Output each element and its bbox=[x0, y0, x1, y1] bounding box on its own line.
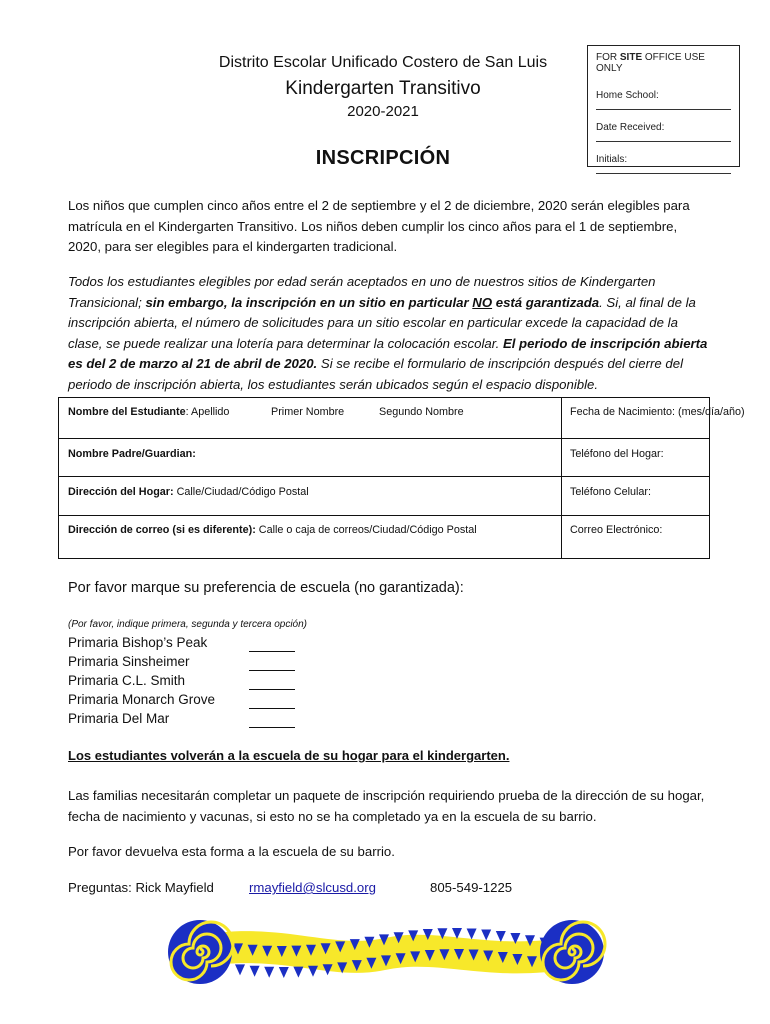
district-name: Distrito Escolar Unificado Costero de San Luis bbox=[218, 54, 548, 71]
triangle-mark bbox=[467, 928, 477, 939]
return-form-instruction: Por favor devuelva esta forma a la escuela de su barrio. bbox=[68, 844, 395, 859]
home-phone-field[interactable]: Teléfono del Hogar: bbox=[570, 448, 664, 460]
mailing-address-field[interactable]: Dirección de correo (si es diferente): Calle o caja de correos/Ciudad/Código Postal bbox=[68, 524, 477, 536]
registration-form-table bbox=[58, 397, 745, 559]
school-option-monarch-grove: Primaria Monarch Grove bbox=[68, 692, 216, 707]
rank-blank-del-mar[interactable] bbox=[249, 727, 295, 728]
school-option-bishops-peak: Primaria Bishop’s Peak bbox=[68, 635, 208, 650]
date-received-field[interactable] bbox=[596, 135, 731, 142]
home-school-return-note: Los estudiantes volverán a la escuela de su hogar para el kindergarten. bbox=[68, 748, 510, 763]
triangle-mark bbox=[308, 966, 318, 977]
student-middle-name-field[interactable]: Segundo Nombre bbox=[379, 406, 464, 418]
office-use-title: FOR SITE OFFICE USE ONLY bbox=[596, 52, 705, 74]
rank-blank-bishops-peak[interactable] bbox=[249, 651, 295, 652]
triangle-mark bbox=[293, 967, 303, 978]
school-option-cl-smith: Primaria C.L. Smith bbox=[68, 673, 186, 688]
decorative-spiral-banner bbox=[160, 910, 610, 1000]
page-title: INSCRIPCIÓN bbox=[315, 147, 451, 169]
school-year: 2020-2021 bbox=[347, 103, 419, 120]
contact-email-link[interactable]: rmayfield@slcusd.org bbox=[249, 880, 376, 895]
right-spiral-icon bbox=[540, 920, 605, 984]
program-name: Kindergarten Transitivo bbox=[285, 78, 481, 99]
initials-label: Initials: bbox=[596, 154, 628, 165]
school-preference-heading: Por favor marque su preferencia de escuela (no garantizada): bbox=[68, 580, 464, 596]
contact-label: Preguntas: Rick Mayfield bbox=[68, 880, 214, 895]
student-first-name-field[interactable]: Primer Nombre bbox=[271, 406, 345, 418]
triangle-mark bbox=[496, 931, 506, 942]
contact-phone: 805-549-1225 bbox=[430, 880, 513, 895]
triangle-mark bbox=[481, 929, 491, 940]
enrollment-notice: Todos los estudiantes elegibles por edad serán aceptados en uno de nuestros sitios de Kindergarten Transicional; sin embargo, la inscripción en un sitio en particular NO está garantizada. Si, al final de la inscripción abierta, el número de solicitudes para un sitio escolar en particular excede la capacidad de la clase, se puede realizar una lotería para determinar la colocación escolar. El periodo de inscripción abierta es del 2 de marzo al 21 de abril de 2020. Si se recibe el formulario de inscripción después del cierre del periodo de inscripción abierta, los estudiantes serán ubicados según el espacio disponible. bbox=[68, 274, 708, 392]
school-option-sinsheimer: Primaria Sinsheimer bbox=[68, 654, 190, 669]
office-use-box bbox=[587, 45, 740, 167]
triangle-mark bbox=[235, 964, 245, 975]
student-name-field[interactable]: Nombre del Estudiante: Apellido bbox=[68, 406, 230, 418]
initials-field[interactable] bbox=[596, 167, 731, 174]
date-received-label: Date Received: bbox=[596, 122, 665, 133]
home-address-field[interactable]: Dirección del Hogar: Calle/Ciudad/Código Postal bbox=[68, 486, 309, 498]
triangle-mark bbox=[250, 966, 260, 977]
rank-blank-monarch-grove[interactable] bbox=[249, 708, 295, 709]
triangle-mark bbox=[279, 967, 289, 978]
registration-packet-paragraph: Las familias necesitarán completar un paquete de inscripción requiriendo prueba de la dirección de su hogar, fecha de nacimiento y vacunas, si esto no se ha completado ya en la escuela de su barrio. bbox=[68, 788, 705, 824]
email-field[interactable]: Correo Electrónico: bbox=[570, 524, 663, 536]
triangle-mark bbox=[264, 967, 274, 978]
home-school-field[interactable] bbox=[596, 103, 731, 110]
left-spiral-icon bbox=[168, 920, 233, 984]
birth-date-field[interactable]: Fecha de Nacimiento: (mes/día/año) bbox=[570, 406, 745, 418]
parent-name-field[interactable]: Nombre Padre/Guardian: bbox=[68, 448, 196, 460]
cell-phone-field[interactable]: Teléfono Celular: bbox=[570, 486, 652, 498]
home-school-label: Home School: bbox=[596, 90, 659, 101]
eligibility-paragraph: Los niños que cumplen cinco años entre el 2 de septiembre y el 2 de diciembre, 2020 serán elegibles para matrícula en el Kindergarten Transitivo. Los niños deben cumplir los cinco años para el 1 de septiembre, 2020, para ser elegibles para el kindergarten tradicional. bbox=[68, 198, 690, 254]
rank-blank-cl-smith[interactable] bbox=[249, 689, 295, 690]
school-option-del-mar: Primaria Del Mar bbox=[68, 711, 170, 726]
rank-blank-sinsheimer[interactable] bbox=[249, 670, 295, 671]
school-preference-note: (Por favor, indique primera, segunda y tercera opción) bbox=[68, 619, 308, 630]
